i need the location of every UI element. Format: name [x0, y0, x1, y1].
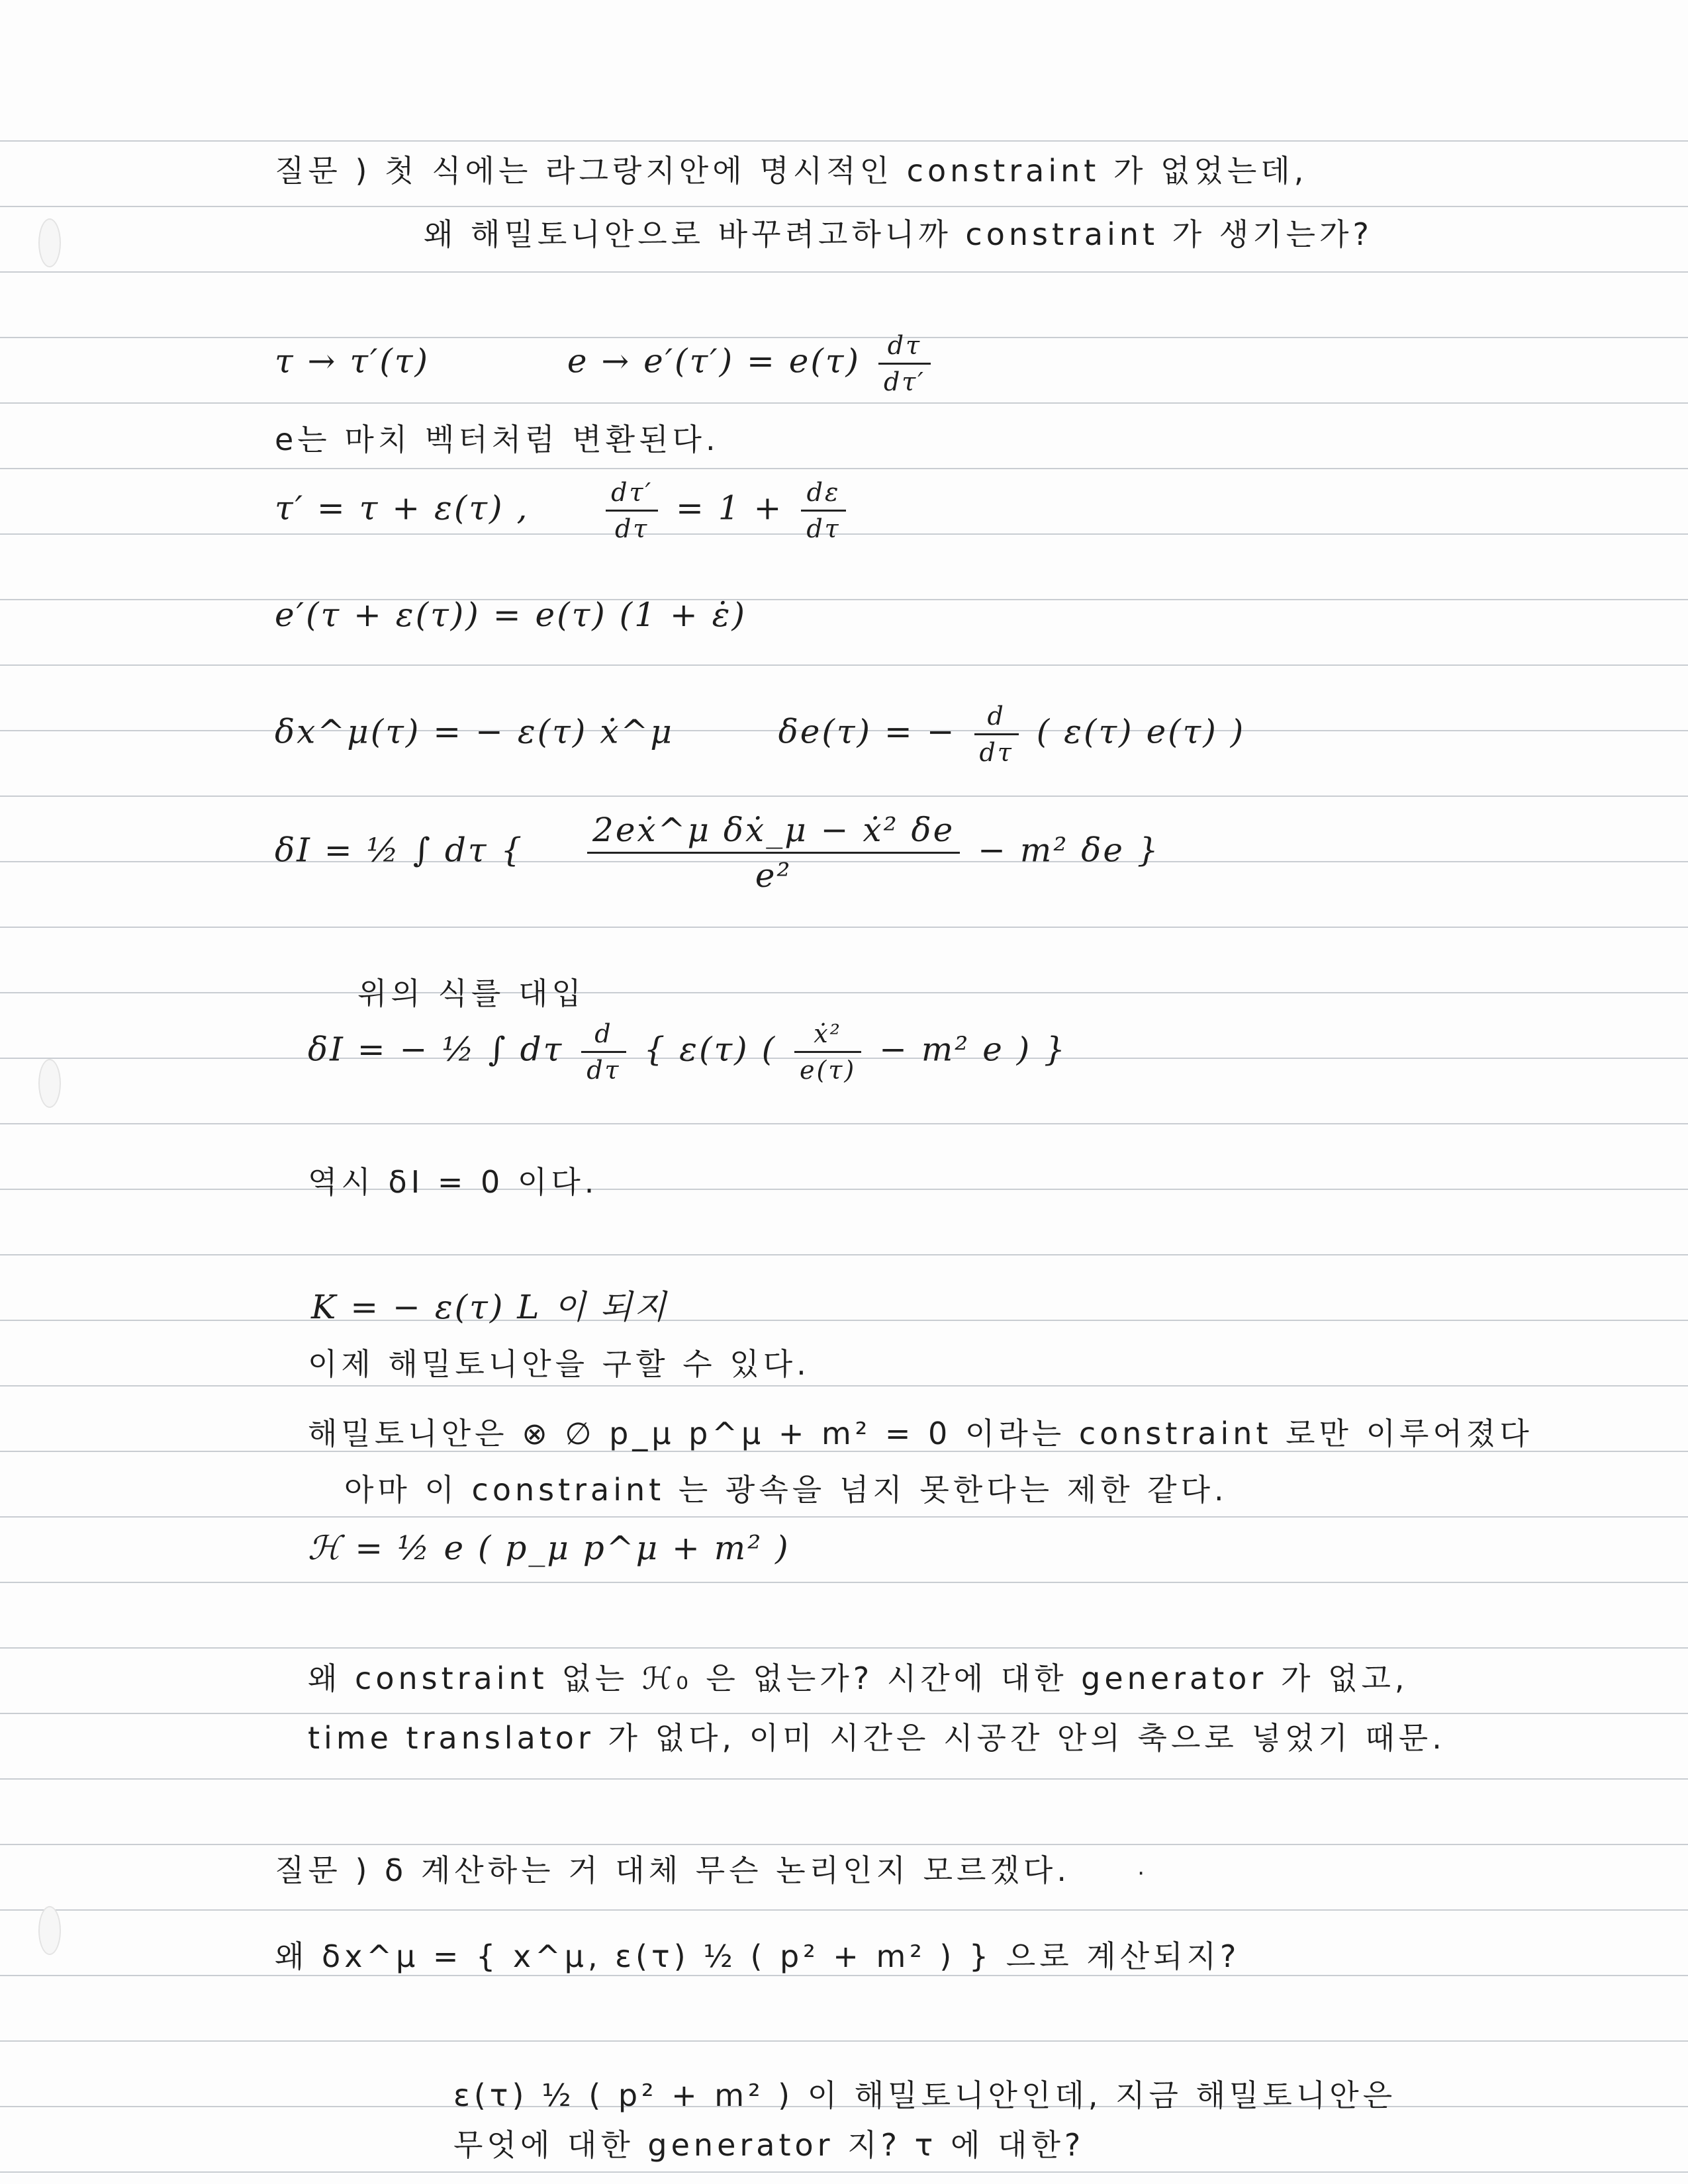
- fraction-delta-I-integrand: $\frac{\text{2eẋ\textasciicircum{}μ δẋ\_μ − ẋ² δe}}{\text{e²}}$: [587, 811, 960, 895]
- fraction-dtauprime-dtau: $\frac{d\tau'}{d\tau}$: [606, 478, 658, 543]
- note-H0-1: 왜 constraint 없는 ℋ₀ 은 없는가? 시간에 대한 generator 가 없고,: [308, 1661, 1409, 1696]
- binder-hole-mark: [38, 1906, 61, 1955]
- equation-delta-x-poisson-bracket: 왜 δx^μ = { x^μ, ε(τ) ½ ( p² + m² ) } 으로 계산되지?: [275, 1938, 1241, 1974]
- binder-hole-mark: [38, 218, 61, 267]
- note-H0-2: time translator 가 없다, 이미 시간은 시공간 안의 축으로 넣었기 때문.: [308, 1720, 1446, 1756]
- note-substitute: 위의 식를 대입: [357, 976, 585, 1011]
- note-vector-transform: e는 마치 벡터처럼 변환된다.: [275, 422, 720, 457]
- equation-K: K = − ε(τ) L 이 되지: [311, 1288, 669, 1326]
- note-constraint-2: 아마 이 constraint 는 광속을 넘지 못한다는 제한 같다.: [344, 1472, 1228, 1508]
- note-constraint-1: 해밀토니안은 ⊗ ∅ p_μ p^μ + m² = 0 이라는 constraint 로만 이루어졌다: [308, 1416, 1533, 1451]
- question-1-line-1: 질문 ) 첫 식에는 라그랑지안에 명시적인 constraint 가 없었는데,: [275, 153, 1308, 189]
- equation-delta-I-total-derivative: δI = − ½ ∫ dτ $\frac{d}{d\tau}$ { ε(τ) ( $\frac{\text{ẋ²}}{e(\tau)}$ − m² e ) }: [308, 1019, 1067, 1085]
- fraction-depsilon-dtau: $\frac{d\varepsilon}{d\tau}$: [801, 478, 845, 543]
- fraction-dtau-dtauprime: $\frac{d\tau}{d\tau'}$: [878, 331, 931, 396]
- equation-delta-x-delta-e: δx^μ(τ) = − ε(τ) ẋ^μ δe(τ) = − $\frac{d}{d\tau}$ ( ε(τ) e(τ) ): [275, 702, 1246, 767]
- note-generator-1: ε(τ) ½ ( p² + m² ) 이 해밀토니안인데, 지금 해밀토니안은: [453, 2077, 1397, 2113]
- fraction-xdot2-e: $\frac{\text{ẋ²}}{e(\tau)}$: [794, 1019, 861, 1085]
- note-find-hamiltonian: 이제 해밀토니안을 구할 수 있다.: [308, 1346, 810, 1382]
- fraction-d-dtau: $\frac{d}{d\tau}$: [974, 702, 1019, 767]
- equation-tau-transform: τ → τ′(τ) e → e′(τ′) = e(τ) $\frac{d\tau}{d\tau'}$: [275, 331, 936, 396]
- binder-hole-mark: [38, 1059, 61, 1108]
- equation-e-prime: e′(τ + ε(τ)) = e(τ) (1 + ε̇): [275, 596, 747, 634]
- equation-tau-shift: τ′ = τ + ε(τ) , $\frac{d\tau'}{d\tau}$ = 1 + $\frac{d\varepsilon}{d\tau}$: [275, 478, 851, 543]
- question-2: 질문 ) δ 계산하는 거 대체 무슨 논리인지 모르겠다. ·: [275, 1852, 1149, 1888]
- equation-hamiltonian: ℋ = ½ e ( p_μ p^μ + m² ): [308, 1529, 790, 1567]
- note-delta-I-zero: 역시 δI = 0 이다.: [308, 1164, 598, 1200]
- question-1-line-2: 왜 해밀토니안으로 바꾸려고하니까 constraint 가 생기는가?: [424, 216, 1373, 252]
- equation-delta-I: δI = ½ ∫ dτ { $\frac{\text{2eẋ\textasciicircum{}μ δẋ\_μ − ẋ² δe}}{\text{e²}}$ − m² δe }: [275, 811, 1160, 895]
- fraction-d-dtau-2: $\frac{d}{d\tau}$: [581, 1019, 626, 1085]
- note-generator-2: 무엇에 대한 generator 지? τ 에 대한?: [453, 2127, 1085, 2163]
